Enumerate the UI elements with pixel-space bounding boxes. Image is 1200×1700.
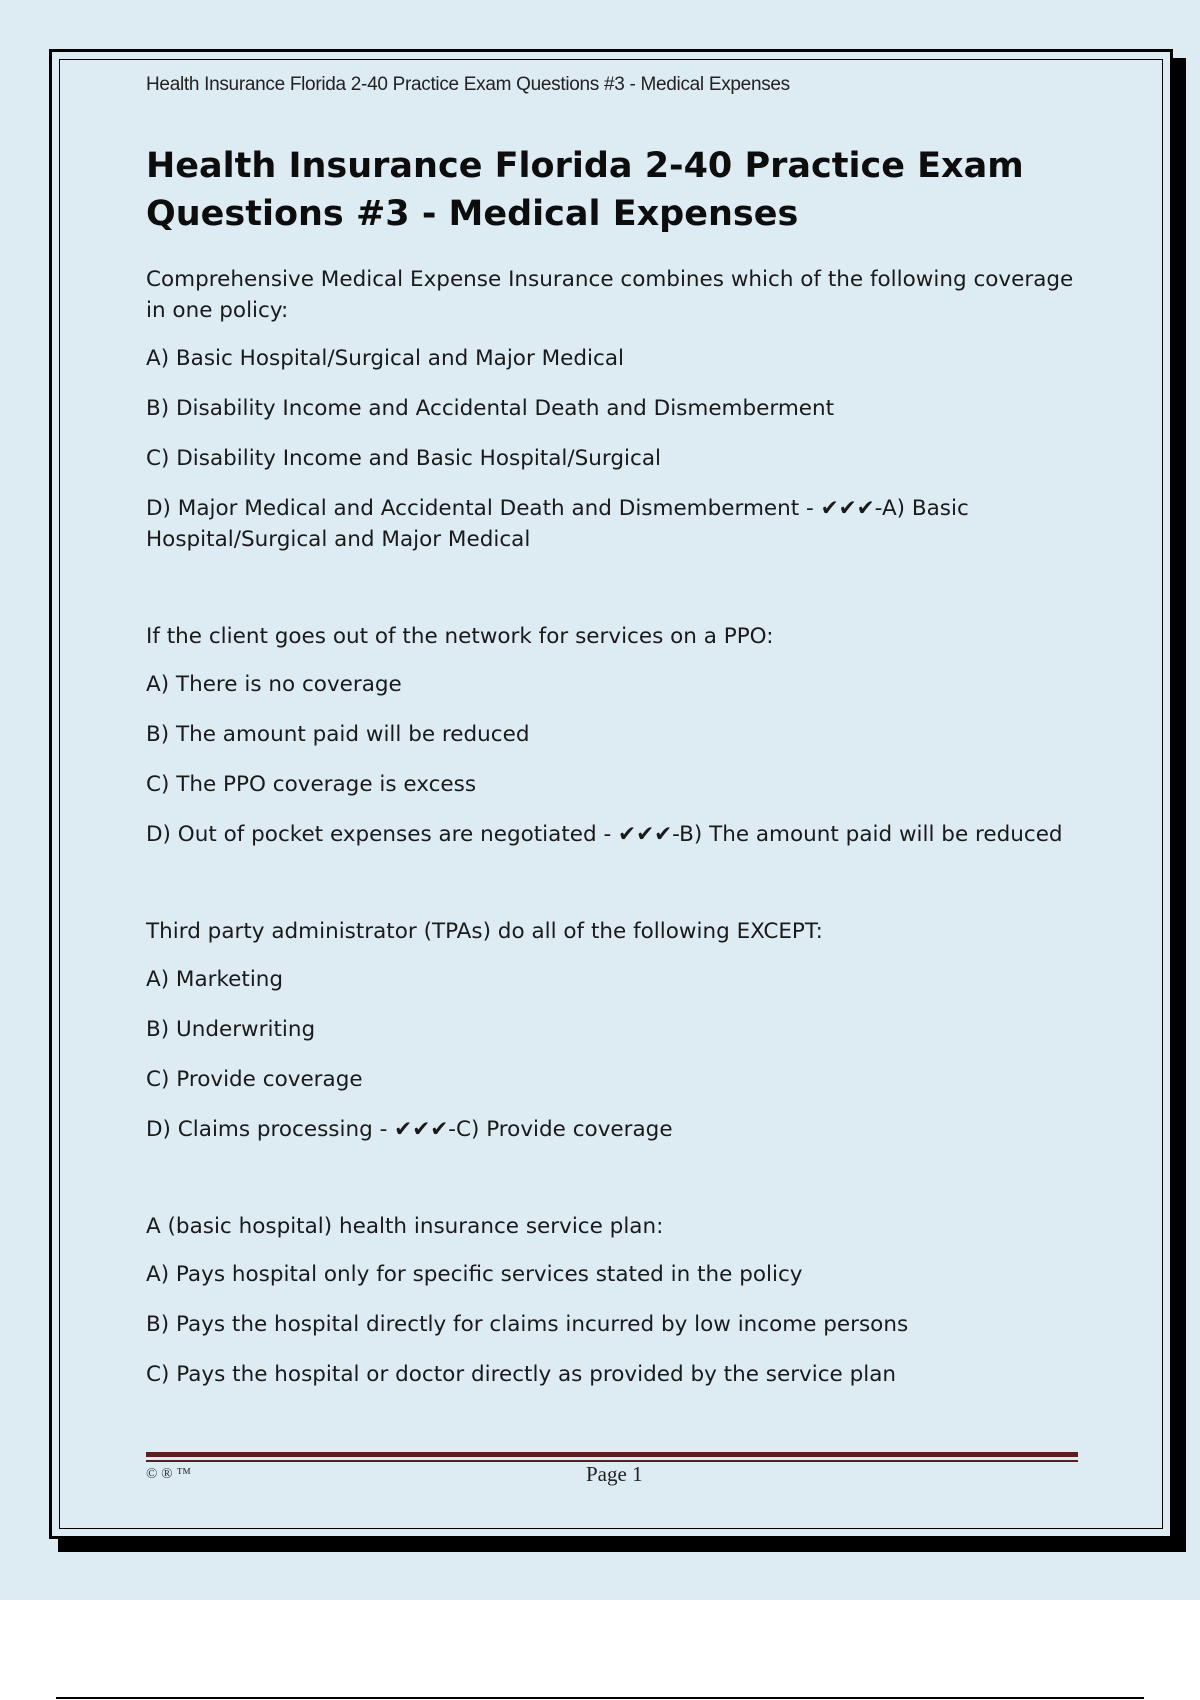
footer-rule (146, 1452, 1078, 1457)
answer-option: C) The PPO coverage is excess (146, 772, 477, 797)
question-block-3 (146, 916, 1086, 1145)
answer-option: A) Basic Hospital/Surgical and Major Medical (146, 346, 624, 371)
answer-option: C) Pays the hospital or doctor directly as provided by the service plan (146, 1362, 897, 1387)
question-prompt: If the client goes out of the network for services on a PPO: (146, 624, 774, 649)
running-header: Health Insurance Florida 2-40 Practice Exam Questions #3 - Medical Expenses (146, 74, 790, 95)
document-body (146, 142, 1086, 1409)
question-block-4 (146, 1211, 1086, 1390)
answer-option: A) There is no coverage (146, 672, 402, 697)
question-prompt: Third party administrator (TPAs) do all of the following EXCEPT: (146, 919, 823, 944)
answer-option-with-key: D) Out of pocket expenses are negotiated - ✔✔✔-B) The amount paid will be reduced (146, 822, 1063, 847)
question-prompt: Comprehensive Medical Expense Insurance combines which of the following coverage in one policy: (146, 267, 1074, 323)
next-page-top-rule (56, 1697, 1144, 1699)
answer-option-with-key: D) Claims processing - ✔✔✔-C) Provide coverage (146, 1117, 673, 1142)
answer-option: B) Underwriting (146, 1017, 316, 1042)
question-block-1 (146, 264, 1086, 555)
answer-option-with-key: D) Major Medical and Accidental Death and Dismemberment - ✔✔✔-A) Basic Hospital/Surgical and Major Medical (146, 496, 969, 552)
question-prompt: A (basic hospital) health insurance service plan: (146, 1214, 664, 1239)
answer-option: A) Pays hospital only for specific services stated in the policy (146, 1262, 803, 1287)
page-number: Page 1 (586, 1462, 643, 1486)
document-title: Health Insurance Florida 2-40 Practice Exam Questions #3 - Medical Expenses (146, 146, 1024, 234)
answer-option: B) The amount paid will be reduced (146, 722, 530, 747)
question-block-2 (146, 621, 1086, 850)
answer-option: B) Disability Income and Accidental Death and Dismemberment (146, 396, 835, 421)
footer-trademark-symbols: © ® ™ (146, 1466, 191, 1482)
answer-option: C) Provide coverage (146, 1067, 363, 1092)
answer-option: B) Pays the hospital directly for claims incurred by low income persons (146, 1312, 909, 1337)
answer-option: A) Marketing (146, 967, 284, 992)
answer-option: C) Disability Income and Basic Hospital/Surgical (146, 446, 661, 471)
